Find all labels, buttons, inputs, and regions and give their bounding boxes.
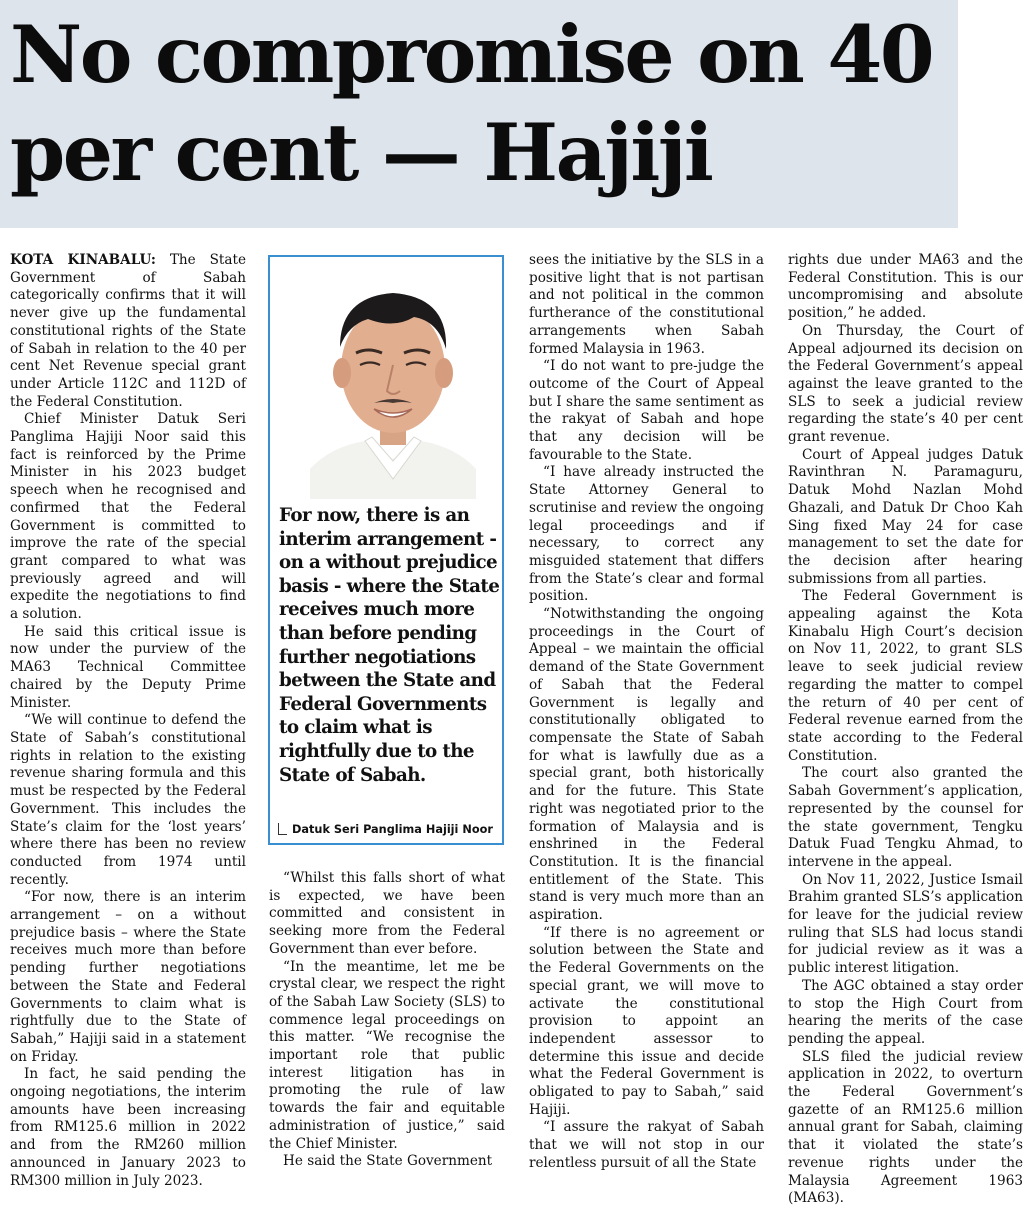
article-column-3 <box>529 252 764 1173</box>
paragraph: The Federal Government is appealing against the Kota Kinabalu High Court’s decision on Nov 11, 2022, to grant SLS leave to seek judicial review regarding the matter to compel the return of 40 per cent of Federal revenue earned from the state according to the Federal Constitution. <box>788 588 1023 764</box>
paragraph: “If there is no agreement or solution between the State and the Federal Governments on the special grant, we will move to activate the constitutional provision to appoint an independent assessor to determine this issue and decide what the Federal Government is obligated to pay to Sabah,” said Hajiji. <box>529 924 764 1118</box>
paragraph: On Thursday, the Court of Appeal adjourned its decision on the Federal Government’s appeal against the leave granted to the SLS to seek a judicial review regarding the state’s 40 per cent grant revenue. <box>788 322 1023 446</box>
article-column-4 <box>788 252 1023 1208</box>
photo-caption: Datuk Seri Panglima Hajiji Noor <box>292 823 493 836</box>
paragraph: The AGC obtained a stay order to stop the High Court from hearing the merits of the case pending the appeal. <box>788 977 1023 1047</box>
pull-quote-box <box>268 255 504 845</box>
paragraph: In fact, he said pending the ongoing negotiations, the interim amounts have been increasing from RM125.6 million in 2022 and from the RM260 million announced in January 2023 to RM300 million in July 2023. <box>10 1066 246 1189</box>
dateline: KOTA KINABALU: <box>10 252 156 268</box>
paragraph: He said this critical issue is now under the purview of the MA63 Technical Committee chaired by the Deputy Prime Minister. <box>10 623 246 711</box>
paragraph: rights due under MA63 and the Federal Constitution. This is our uncompromising and absolute position,” he added. <box>788 252 1023 322</box>
paragraph: “I assure the rakyat of Sabah that we will not stop in our relentless pursuit of all the State <box>529 1119 764 1171</box>
headline: No compromise on 40 per cent — Hajiji <box>10 8 933 199</box>
paragraph: SLS filed the judicial review application in 2022, to overturn the Federal Government’s gazette of an RM125.6 million annual grant for Sabah, claiming that it violated the state’s revenue rights under the Malaysia Agreement 1963 (MA63). <box>788 1048 1023 1207</box>
paragraph: Court of Appeal judges Datuk Ravinthran N. Paramaguru, Datuk Mohd Nazlan Mohd Ghazali, and Datuk Dr Choo Kah Sing fixed May 24 for case management to set the date for the decision after hearing submissions from all parties. <box>788 446 1023 587</box>
paragraph: The court also granted the Sabah Government’s application, represented by the counsel for the state government, Tengku Datuk Fuad Tengku Ahmad, to intervene in the appeal. <box>788 765 1023 870</box>
article-column-1 <box>10 252 246 1190</box>
portrait-photo <box>310 269 476 499</box>
portrait-illustration <box>310 269 476 499</box>
paragraph: “For now, there is an interim arrangement – on a without prejudice basis – where the State receives much more than before pending further negotiations between the State and Federal Governments to claim what is rightfully due to the State of Sabah,” Hajiji said in a statement on Friday. <box>10 889 246 1065</box>
paragraph: On Nov 11, 2022, Justice Ismail Brahim granted SLS’s application for leave for the judicial review ruling that SLS had locus standi for judicial review as it was a public interest litigation. <box>788 871 1023 977</box>
paragraph: “I have already instructed the State Attorney General to scrutinise and review the ongoing legal proceedings and if necessary, to correct any misguided statement that differs from the State’s clear and formal position. <box>529 464 764 605</box>
paragraph: “We will continue to defend the State of Sabah’s constitutional rights in relation to the existing revenue sharing formula and this must be respected by the Federal Government. This includes the State’s claim for the ‘lost years’ where there has been no review conducted from 1974 until recently. <box>10 712 246 888</box>
lead-paragraph <box>10 252 246 411</box>
paragraph: “In the meantime, let me be crystal clear, we respect the right of the Sabah Law Society (SLS) to commence legal proceedings on this matter. “We recognise the important role that public interest litigation has in promoting the rule of law towards the fair and equitable administration of justice,” said the Chief Minister. <box>269 958 505 1152</box>
paragraph: Chief Minister Datuk Seri Panglima Hajiji Noor said this fact is reinforced by the Prime Minister in his 2023 budget speech when he recognised and confirmed that the Federal Government is committed to improve the rate of the special grant compared to what was previously agreed and will expedite the negotiations to find a solution. <box>10 411 246 623</box>
caption-marker-icon <box>278 823 287 835</box>
pull-quote: For now, there is an interim arrangement - on a without prejudice basis - where the State receives much more than before pending further negotiations between the State and Federal Governments to claim what is rightfully due to the State of Sabah. <box>279 505 500 786</box>
paragraph: “I do not want to pre-judge the outcome of the Court of Appeal but I share the same sentiment as the rakyat of Sabah and hope that any decision will be favourable to the State. <box>529 358 764 463</box>
lead-text: The State Government of Sabah categorically confirms that it will never give up the fundamental constitutional rights of the State of Sabah in relation to the 40 per cent Net Revenue special grant under Article 112C and 112D of the Federal Constitution. <box>10 252 246 410</box>
article-column-2 <box>269 870 505 1171</box>
paragraph: sees the initiative by the SLS in a positive light that is not partisan and not political in the common furtherance of the constitutional arrangements when Sabah formed Malaysia in 1963. <box>529 252 764 357</box>
paragraph: He said the State Government <box>283 1153 493 1170</box>
paragraph: “Whilst this falls short of what is expected, we have been committed and consistent in seeking more from the Federal Government than ever before. <box>269 870 505 957</box>
headline-banner <box>0 0 958 228</box>
paragraph: “Notwithstanding the ongoing proceedings in the Court of Appeal – we maintain the official demand of the State Government of Sabah that the Federal Government is legally and constitutionally obligated to compensate the State of Sabah for what is lawfully due as a special grant, both historically and for the future. This State right was negotiated prior to the formation of Malaysia and is enshrined in the Federal Constitution. It is the financial entitlement of the State. This stand is very much more than an aspiration. <box>529 606 764 924</box>
